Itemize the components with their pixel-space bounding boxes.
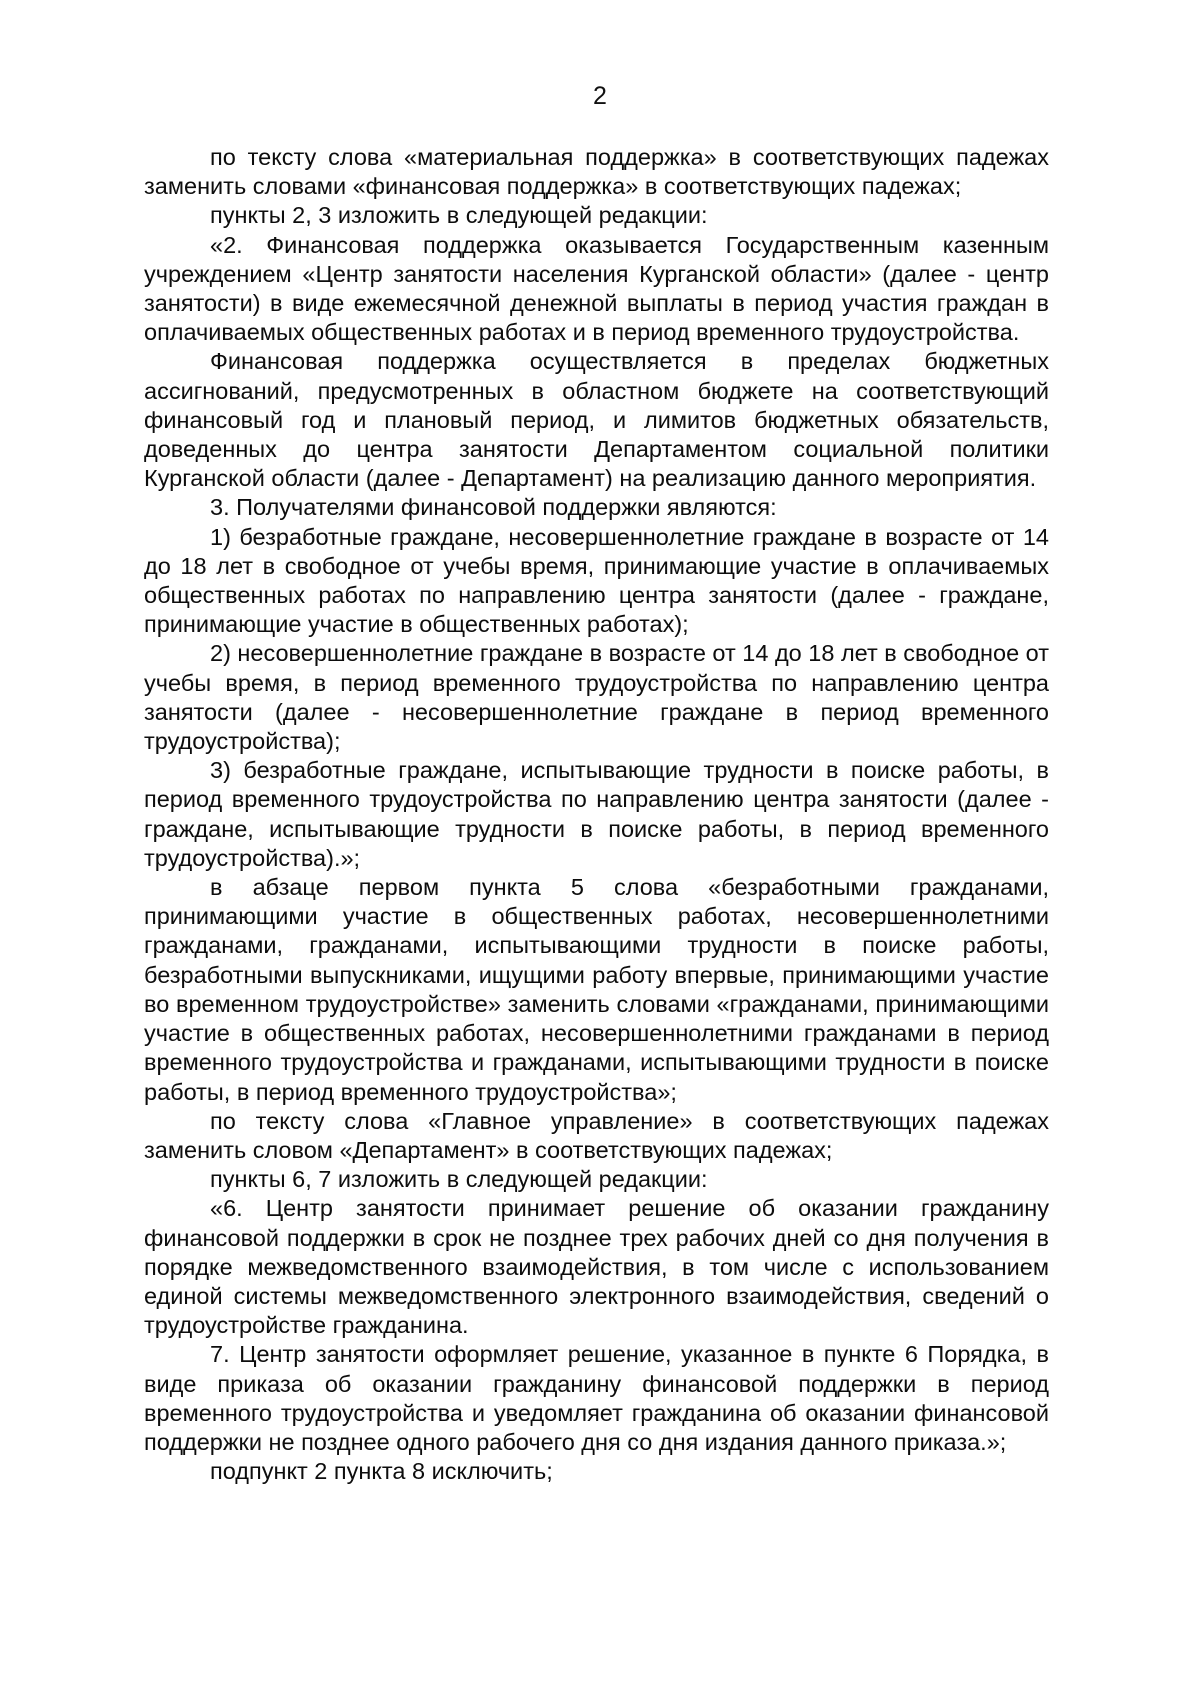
paragraph: 3. Получателями финансовой поддержки являются: [210,494,777,521]
document-body [144,143,1049,1486]
paragraph: 3) безработные граждане, испытывающие трудности в поиске работы, в период временного трудоустройства по направлению центра занятости (далее - граждане, испытывающие трудности в поиске работы, в период временного трудоустройства).»; [144,757,1049,871]
paragraph: по тексту слова «материальная поддержка» в соответствующих падежах заменить словами «финансовая поддержка» в соответствующих падежах; [144,144,1049,200]
paragraph: по тексту слова «Главное управление» в соответствующих падежах заменить словом «Департамент» в соответствующих падежах; [144,1107,1049,1163]
paragraph: пункты 6, 7 изложить в следующей редакции: [210,1166,708,1193]
paragraph: «6. Центр занятости принимает решение об оказании гражданину финансовой поддержки в срок не позднее трех рабочих дней со дня получения в порядке межведомственного взаимодействия, в том числе с использованием единой системы межведомственного электронного взаимодействия, сведений о трудоустройстве гражданина. [144,1195,1049,1339]
paragraph: подпункт 2 пункта 8 исключить; [210,1458,553,1485]
paragraph: 2) несовершеннолетние граждане в возрасте от 14 до 18 лет в свободное от учебы время, в период временного трудоустройства по направлению центра занятости (далее - несовершеннолетние граждане в период временного трудоустройства); [144,640,1049,755]
paragraph: «2. Финансовая поддержка оказывается Государственным казенным учреждением «Центр занятости населения Курганской области» (далее - центр занятости) в виде ежемесячной денежной выплаты в период участия граждан в оплачиваемых общественных работах и в период временного трудоустройства. [144,231,1049,346]
paragraph: пункты 2, 3 изложить в следующей редакции: [210,202,708,229]
paragraph: Финансовая поддержка осуществляется в пределах бюджетных ассигнований, предусмотренных в областном бюджете на соответствующий финансовый год и плановый период, и лимитов бюджетных обязательств, доведенных до центра занятости Департаментом социальной политики Курганской области (далее - Департамент) на реализацию данного мероприятия. [144,348,1049,492]
page-number: 2 [593,82,607,110]
paragraph: 1) безработные граждане, несовершеннолетние граждане в возрасте от 14 до 18 лет в свободное от учебы время, принимающие участие в оплачиваемых общественных работах по направлению центра занятости (далее - граждане, принимающие участие в общественных работах); [144,523,1049,638]
paragraph: в абзаце первом пункта 5 слова «безработными гражданами, принимающими участие в общественных работах, несовершеннолетними гражданами, гражданами, испытывающими трудности в поиске работы, безработными выпускниками, ищущими работу впервые, принимающими участие во временном трудоустройстве» заменить словами «гражданами, принимающими участие в общественных работах, несовершеннолетними гражданами в период временного трудоустройства и гражданами, испытывающими трудности в поиске работы, в период временного трудоустройства»; [144,874,1049,1105]
paragraph: 7. Центр занятости оформляет решение, указанное в пункте 6 Порядка, в виде приказа об оказании гражданину финансовой поддержки в период временного трудоустройства и уведомляет гражданина об оказании финансовой поддержки не позднее одного рабочего дня со дня издания данного приказа.»; [144,1341,1049,1455]
